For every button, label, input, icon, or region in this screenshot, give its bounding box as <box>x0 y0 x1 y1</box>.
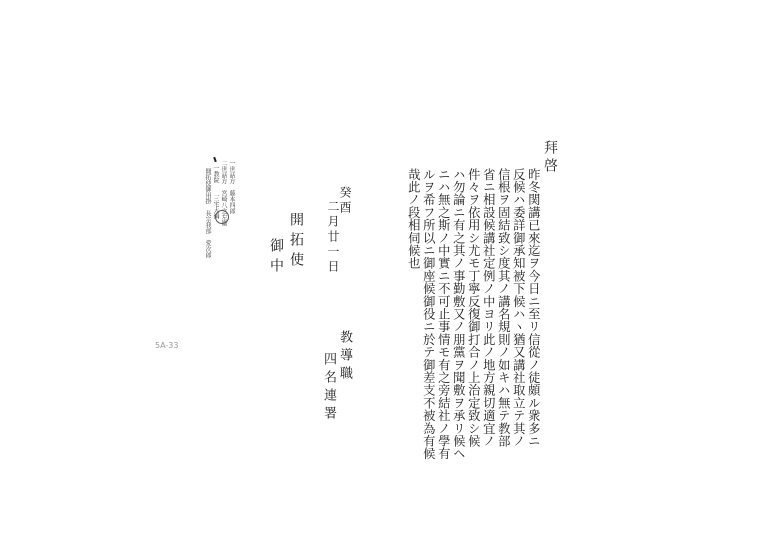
sender-signature: 四名連署 <box>321 352 336 424</box>
annotation-line: 二世話方 宮崎八之左衞 <box>220 160 227 226</box>
date-label: 二月廿一日 <box>326 200 340 275</box>
annotation-line: 一教院 三宅大綱 <box>212 165 219 219</box>
body-column: 信根ヲ固結致シ度其ノ講名規則ノ如キハ無テ教部 <box>496 168 511 448</box>
addressee-honorific: 御中 <box>268 238 284 278</box>
sender-organization: 教導職 <box>337 330 352 384</box>
year-label: 癸酉 <box>338 186 352 216</box>
reference-mark: 5A-33 <box>155 341 179 350</box>
annotation-line: 開拓使御用掛 長宗我部 愛次郎 <box>204 168 211 258</box>
body-column: 件々ヲ依用シ尤モ丁寧反復御打合ノ上治定致シ候 <box>466 168 481 448</box>
annotation-line: 一世話方 藤本四郎 <box>228 160 235 214</box>
body-column: ニハ無之斯ノ中實ニ不可止事情モ有之旁結社ノ學有 <box>436 168 451 461</box>
addressee: 開拓使 <box>288 212 304 272</box>
seal-stamp <box>215 210 229 224</box>
body-column: 反候ハ委詳御承知被下候ハヽ猶又講社取立テ其ノ <box>511 168 526 448</box>
margin-tick-mark <box>213 157 217 162</box>
body-column: ルヲ希フ所以ニ御座候御役ニ於テ御差支不被為有候 <box>421 168 436 461</box>
body-column: 哉此ノ段相伺候也 <box>406 168 421 270</box>
body-column: 省ニ相設候講社定例ノ中ヨリ此ノ地方親切適宜ノ <box>481 168 496 448</box>
letter-title: 拜啓 <box>542 140 558 176</box>
body-column: 昨冬関講已來迄ヲ今日ニ至リ信從ノ徒頗ル衆多ニ <box>526 168 541 448</box>
body-column: ハ勿論ニ有之其ノ事勤敷又ノ朋黨ヲ聞敷ヲ承リ候ヘ <box>451 168 466 461</box>
